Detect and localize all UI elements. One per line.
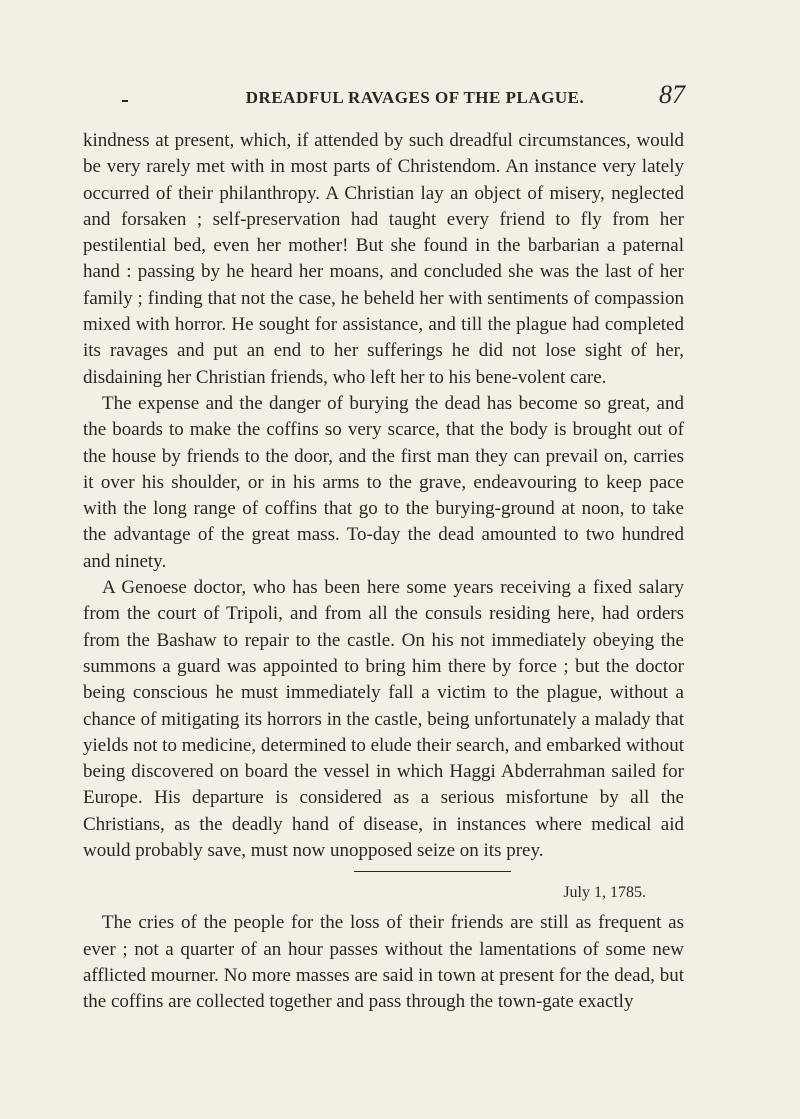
section-separator: [354, 871, 511, 872]
margin-mark: [122, 100, 128, 102]
entry-date: July 1, 1785.: [563, 884, 646, 902]
paragraph: A Genoese doctor, who has been here some years receiving a fixed salary from the court of Tripoli, and from all the consuls residing here, had orders from the Bashaw to repair to the castle. On his not immediately obeying the summons a guard was appointed to bring him there by force ; but the doctor being conscious he must immediately fall a victim to the plague, without a chance of mitigating its horrors in the castle, being unfortunately a malady that yields not to medicine, determined to elude their search, and embarked without being discovered on board the vessel in which Haggi Abderrahman sailed for Europe. His departure is considered as a serious misfortune by all the Christians, as the deadly hand of disease, in instances where medical aid would probably save, must now unopposed seize on its prey.: [83, 577, 684, 862]
paragraph: kindness at present, which, if attended by such dreadful circumstances, would be very rarely met with in most parts of Christendom. An instance very lately occurred of their philanthropy. A Christian lay an object of misery, neglected and forsaken ; self-preservation had taught every friend to fly from her pestilential bed, even her mother! But she found in the barbarian a paternal hand : passing by he heard her moans, and concluded she was the last of her family ; finding that not the case, he beheld her with sentiments of compassion mixed with horror. He sought for assistance, and till the plague had completed its ravages and put an end to her sufferings he did not lose sight of her, disdaining her Christian friends, who left her to his bene-volent care.: [83, 130, 684, 388]
page-number: 87: [659, 80, 685, 109]
paragraph: The cries of the people for the loss of their friends are still as frequent as ever ; not a quarter of an hour passes without the lamentations of some new afflicted mourner. No more masses are said in town at present for the dead, but the coffins are collected together and pass through the town-gate exactly: [83, 912, 684, 1013]
running-head: DREADFUL RAVAGES OF THE PLAGUE.: [245, 88, 585, 107]
body-text: [83, 128, 684, 1016]
paragraph: The expense and the danger of burying the dead has become so great, and the boards to make the coffins so very scarce, that the body is brought out of the house by friends to the door, and the first man they can prevail on, carries it over his shoulder, or in his arms to the grave, endeavouring to keep pace with the long range of coffins that go to the burying-ground at noon, to take the advantage of the great mass. To-day the dead amounted to two hundred and ninety.: [83, 392, 684, 572]
